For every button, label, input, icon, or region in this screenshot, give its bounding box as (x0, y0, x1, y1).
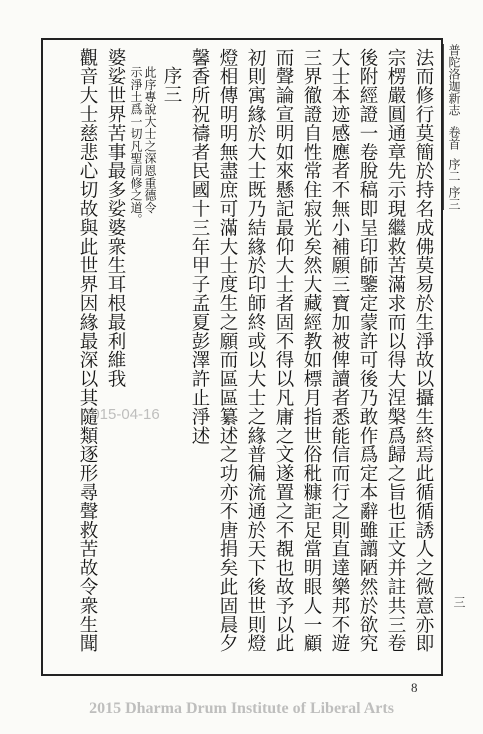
text-column: 初則寓緣於大士既乃結緣於印師終或以大士之緣普徧流通於天下後世則燈 (245, 48, 266, 653)
text-column: 馨香所祝禱者民國十三年甲子孟夏彭澤許止淨述 (189, 48, 210, 445)
volume-label: 卷首 (447, 126, 461, 150)
text-column: 觀音大士慈悲心切故與此世界因緣最深以其隨類逐形尋聲救苦故令衆生聞 (77, 48, 98, 653)
section-title: 序三 (161, 66, 182, 104)
text-column: 三界徹證自性常住寂光矣然大藏經教如標月指世俗秕糠詎足當明眼人一顧 (301, 48, 322, 653)
text-column: 宗楞嚴圓通章先示現繼救苦滿求而以得大涅槃爲歸之旨也正文并註共三卷 (385, 48, 406, 653)
text-column: 燈相傳明明無盡庶可滿大士度生之願而區區纂述之功亦不唐捐矣此固晨夕 (217, 48, 238, 653)
text-column: 法而修行莫簡於持名成佛莫易於生淨故以攝生終焉此循循誘人之微意亦即 (413, 48, 434, 653)
annotation-column: 此序專說大士之深恩重德令 (143, 66, 157, 214)
vertical-text-body (52, 48, 437, 666)
text-column: 大士本迹感應者不無小補願三寶加被俾讀者悉能信而行之則直達樂邦不遊 (329, 48, 350, 653)
text-column: 而聲論宣明如來懸記最仰大士者固不得以凡庸之文遂置之不覩也故予以此 (273, 48, 294, 653)
text-column: 婆娑世界苦事最多娑婆衆生耳根最利維我 (105, 48, 126, 389)
annotation-column: 示淨土爲一切凡聖同修之道。 (129, 66, 143, 226)
text-column: 後附經證一卷脫稿即呈印師鑒定蒙許可後乃敢作爲定本辭雖譾陋然於欲究 (357, 48, 378, 653)
running-header (443, 44, 468, 210)
folio-number: 8 (411, 680, 418, 695)
book-title: 普陀洛迦新志 (447, 44, 461, 116)
section-label: 序二 序三 (447, 158, 461, 210)
page-mark: 三 (452, 596, 466, 608)
watermark: 2015 Dharma Drum Institute of Liberal Arts (89, 700, 394, 717)
scan-timestamp: 2015-04-16 (83, 406, 160, 423)
